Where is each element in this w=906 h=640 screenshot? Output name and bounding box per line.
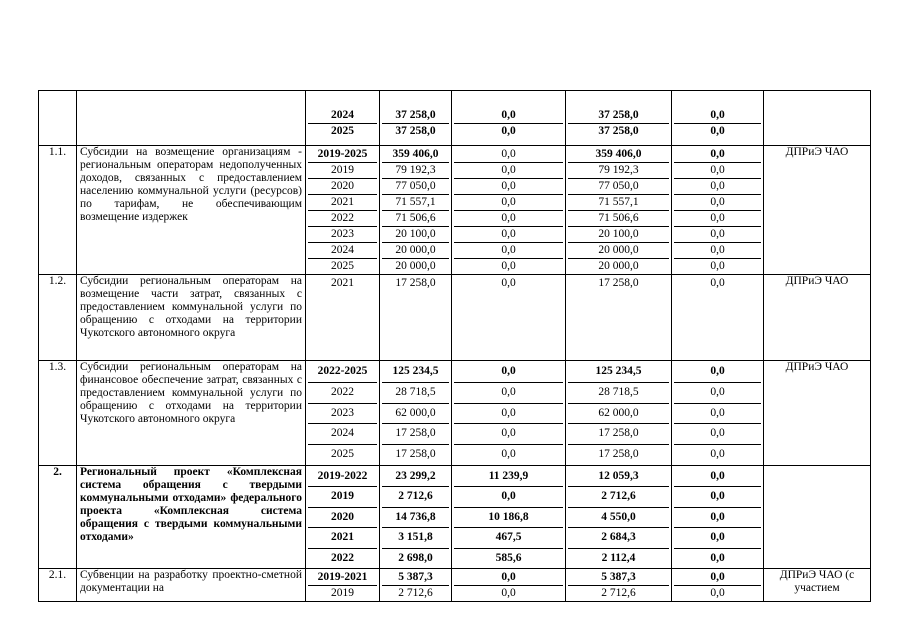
other-value: 0,0 (674, 570, 761, 586)
regional-value: 17 258,0 (598, 277, 639, 289)
total-value: 20 100,0 (382, 227, 449, 243)
federal-value: 11 239,9 (454, 467, 563, 487)
other-value: 0,0 (674, 243, 761, 259)
other-value: 0,0 (710, 448, 725, 461)
total-cell (380, 146, 452, 275)
regional-cell (566, 568, 672, 601)
federal-cell (452, 146, 566, 275)
total-value: 17 258,0 (395, 277, 436, 289)
regional-value: 359 406,0 (568, 147, 669, 163)
row-description (77, 91, 306, 146)
other-value: 0,0 (674, 487, 761, 507)
year-value: 2023 (308, 227, 377, 243)
row-number (39, 91, 77, 146)
total-value: 359 406,0 (382, 147, 449, 163)
regional-value: 17 258,0 (568, 424, 669, 445)
regional-value: 79 192,3 (568, 163, 669, 179)
regional-cell (566, 91, 672, 146)
year-value: 2025 (331, 125, 354, 137)
year-value: 2021 (308, 528, 377, 548)
other-value: 0,0 (710, 260, 725, 272)
other-value: 0,0 (674, 108, 761, 124)
regional-value: 71 557,1 (568, 195, 669, 211)
year-value: 2022 (308, 211, 377, 227)
executor (764, 91, 871, 146)
other-cell (672, 275, 764, 361)
total-value: 71 506,6 (382, 211, 449, 227)
executor: ДПРиЭ ЧАО (764, 146, 871, 275)
federal-value: 0,0 (454, 424, 563, 445)
total-cell (380, 361, 452, 466)
regional-value: 17 258,0 (598, 448, 639, 461)
year-value: 2021 (308, 195, 377, 211)
total-value: 5 387,3 (382, 570, 449, 586)
row-description: Субсидии региональным операторам на финансовое обеспечение затрат, связанных с предоставлением коммунальной услуги по обращению с отходами на территории Чукотского автономного округа (77, 361, 306, 466)
total-cell (380, 465, 452, 568)
regional-value: 77 050,0 (568, 179, 669, 195)
table-row (39, 91, 871, 146)
total-cell (380, 568, 452, 601)
regional-value: 2 112,4 (601, 551, 636, 564)
year-value: 2021 (331, 277, 354, 289)
regional-value: 37 258,0 (568, 108, 669, 124)
other-value: 0,0 (674, 227, 761, 243)
regional-value: 37 258,0 (598, 125, 639, 137)
year-cell (306, 465, 380, 568)
regional-value: 125 234,5 (568, 362, 669, 383)
other-value: 0,0 (674, 147, 761, 163)
year-cell (306, 568, 380, 601)
row-description: Региональный проект «Комплексная система обращения с твердыми коммунальными отходами» федерального проекта «Комплексная система обращения с твердыми коммунальными отходами» (77, 465, 306, 568)
executor (764, 465, 871, 568)
federal-value: 0,0 (454, 383, 563, 404)
table-row (39, 568, 871, 601)
year-value: 2022-2025 (308, 362, 377, 383)
regional-cell (566, 361, 672, 466)
table-row (39, 465, 871, 568)
other-cell (672, 465, 764, 568)
regional-value: 2 712,6 (568, 487, 669, 507)
row-number: 2.1. (39, 568, 77, 601)
table-row (39, 361, 871, 466)
federal-value: 0,0 (454, 108, 563, 124)
total-value: 23 299,2 (382, 467, 449, 487)
year-value: 2019 (331, 586, 354, 599)
federal-value: 0,0 (454, 211, 563, 227)
row-description: Субсидии региональным операторам на возмещение части затрат, связанных с предоставлением коммунальной услуги по обращению с отходами на территории Чукотского автономного округа (77, 275, 306, 361)
year-value: 2025 (331, 260, 354, 272)
other-cell (672, 568, 764, 601)
federal-value: 0,0 (454, 362, 563, 383)
federal-value: 0,0 (454, 570, 563, 586)
total-value: 79 192,3 (382, 163, 449, 179)
table-row (39, 275, 871, 361)
row-number: 1.3. (39, 361, 77, 466)
federal-value: 0,0 (454, 487, 563, 507)
year-value: 2019 (308, 163, 377, 179)
other-value: 0,0 (674, 179, 761, 195)
regional-value: 12 059,3 (568, 467, 669, 487)
regional-cell (566, 465, 672, 568)
regional-value: 2 712,6 (601, 586, 636, 599)
regional-value: 71 506,6 (568, 211, 669, 227)
other-value: 0,0 (710, 277, 725, 289)
total-value: 3 151,8 (382, 528, 449, 548)
budget-table (38, 90, 871, 602)
other-value: 0,0 (710, 586, 725, 599)
total-value: 20 000,0 (382, 243, 449, 259)
other-cell (672, 361, 764, 466)
federal-value: 0,0 (501, 448, 516, 461)
federal-value: 0,0 (501, 125, 516, 137)
total-value: 71 557,1 (382, 195, 449, 211)
federal-value: 0,0 (454, 179, 563, 195)
other-cell (672, 146, 764, 275)
total-value: 125 234,5 (382, 362, 449, 383)
other-value: 0,0 (710, 551, 725, 564)
regional-cell (566, 146, 672, 275)
other-value: 0,0 (674, 404, 761, 425)
year-value: 2020 (308, 508, 377, 528)
row-number: 1.2. (39, 275, 77, 361)
executor: ДПРиЭ ЧАО (764, 275, 871, 361)
regional-value: 4 550,0 (568, 508, 669, 528)
federal-value: 10 186,8 (454, 508, 563, 528)
executor: ДПРиЭ ЧАО (764, 361, 871, 466)
year-value: 2019 (308, 487, 377, 507)
row-number: 2. (39, 465, 77, 568)
year-value: 2024 (308, 243, 377, 259)
regional-value: 20 000,0 (598, 260, 639, 272)
total-value: 77 050,0 (382, 179, 449, 195)
year-cell (306, 361, 380, 466)
other-value: 0,0 (674, 528, 761, 548)
other-value: 0,0 (710, 125, 725, 137)
federal-value: 0,0 (454, 163, 563, 179)
table-row (39, 146, 871, 275)
other-value: 0,0 (674, 211, 761, 227)
regional-value: 62 000,0 (568, 404, 669, 425)
year-value: 2024 (308, 108, 377, 124)
federal-cell (452, 361, 566, 466)
federal-value: 0,0 (454, 404, 563, 425)
executor: ДПРиЭ ЧАО (с участием (764, 568, 871, 601)
year-cell (306, 91, 380, 146)
year-value: 2019-2021 (308, 570, 377, 586)
year-value: 2022 (308, 383, 377, 404)
federal-value: 0,0 (454, 227, 563, 243)
year-value: 2022 (331, 551, 354, 564)
other-value: 0,0 (674, 383, 761, 404)
other-value: 0,0 (674, 362, 761, 383)
year-cell (306, 146, 380, 275)
total-value: 37 258,0 (382, 108, 449, 124)
regional-value: 20 000,0 (568, 243, 669, 259)
other-value: 0,0 (674, 195, 761, 211)
other-value: 0,0 (674, 508, 761, 528)
regional-value: 2 684,3 (568, 528, 669, 548)
year-value: 2025 (331, 448, 354, 461)
row-description: Субвенции на разработку проектно-сметной документации на (77, 568, 306, 601)
total-cell (380, 275, 452, 361)
total-value: 2 698,0 (398, 551, 433, 564)
total-value: 37 258,0 (395, 125, 436, 137)
row-description: Субсидии на возмещение организациям - региональным операторам недополученных доходов, связанных с предоставлением населению коммунальной услуги (ресурсов) по тарифам, не обеспечивающим возмещение издержек (77, 146, 306, 275)
federal-cell (452, 568, 566, 601)
total-value: 62 000,0 (382, 404, 449, 425)
federal-value: 0,0 (501, 277, 516, 289)
year-cell (306, 275, 380, 361)
total-value: 28 718,5 (382, 383, 449, 404)
total-value: 17 258,0 (382, 424, 449, 445)
federal-value: 0,0 (501, 586, 516, 599)
total-value: 2 712,6 (398, 586, 433, 599)
federal-value: 585,6 (495, 551, 522, 564)
total-value: 2 712,6 (382, 487, 449, 507)
total-value: 17 258,0 (395, 448, 436, 461)
year-value: 2019-2025 (308, 147, 377, 163)
year-value: 2024 (308, 424, 377, 445)
other-cell (672, 91, 764, 146)
row-number: 1.1. (39, 146, 77, 275)
federal-value: 467,5 (454, 528, 563, 548)
year-value: 2023 (308, 404, 377, 425)
federal-value: 0,0 (454, 147, 563, 163)
regional-value: 5 387,3 (568, 570, 669, 586)
federal-cell (452, 91, 566, 146)
other-value: 0,0 (674, 424, 761, 445)
total-cell (380, 91, 452, 146)
total-value: 14 736,8 (382, 508, 449, 528)
regional-value: 28 718,5 (568, 383, 669, 404)
federal-cell (452, 275, 566, 361)
regional-cell (566, 275, 672, 361)
other-value: 0,0 (674, 467, 761, 487)
federal-value: 0,0 (454, 243, 563, 259)
year-value: 2020 (308, 179, 377, 195)
federal-value: 0,0 (501, 260, 516, 272)
federal-value: 0,0 (454, 195, 563, 211)
year-value: 2019-2022 (308, 467, 377, 487)
other-value: 0,0 (674, 163, 761, 179)
total-value: 20 000,0 (395, 260, 436, 272)
federal-cell (452, 465, 566, 568)
regional-value: 20 100,0 (568, 227, 669, 243)
